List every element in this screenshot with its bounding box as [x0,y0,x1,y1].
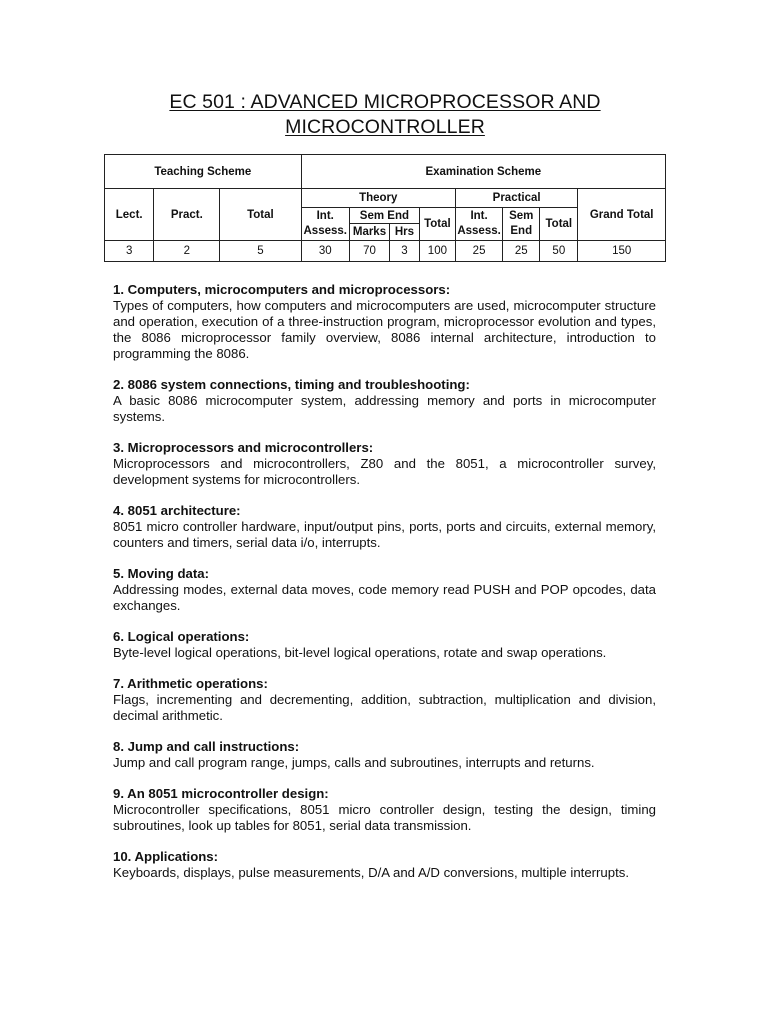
teaching-total-header: Total [220,189,301,241]
section-body: Addressing modes, external data moves, code memory read PUSH and POP opcodes, data exchanges. [113,582,656,613]
section-heading: 10. Applications: [113,849,219,864]
section-heading: 3. Microprocessors and microcontrollers: [113,440,374,455]
document-title [104,90,666,140]
practical-sem-end-header: Sem End [503,208,540,241]
teaching-scheme-header: Teaching Scheme [105,155,302,189]
syllabus-section-5 [113,566,656,614]
table-row [105,241,666,262]
syllabus-section-3 [113,440,656,488]
section-heading: 9. An 8051 microcontroller design: [113,786,329,801]
lect-header: Lect. [105,189,154,241]
syllabus-section-8 [113,739,656,771]
practical-int-assess-header: Int. Assess. [455,208,502,241]
document-title-text: EC 501 : ADVANCED MICROPROCESSOR AND MICROCONTROLLER [169,91,601,138]
section-heading: 2. 8086 system connections, timing and troubleshooting: [113,377,470,392]
theory-header: Theory [301,189,455,208]
hrs-header: Hrs [390,224,420,241]
syllabus-section-10 [113,849,656,881]
grand-total-value: 150 [578,241,666,262]
section-body: Byte-level logical operations, bit-level logical operations, rotate and swap operations. [113,645,607,660]
section-heading: 6. Logical operations: [113,629,250,644]
theory-int-assess-value: 30 [301,241,349,262]
teaching-total-value: 5 [220,241,301,262]
pract-value: 2 [154,241,220,262]
section-heading: 1. Computers, microcomputers and microprocessors: [113,282,451,297]
marks-header: Marks [349,224,389,241]
section-body: Jump and call program range, jumps, calls and subroutines, interrupts and returns. [113,755,595,770]
section-heading: 5. Moving data: [113,566,209,581]
section-body: Types of computers, how computers and microcomputers are used, microcomputer structure and operation, execution of a three-instruction program, microprocessor evolution and types, the 8086 microprocessor family overview, 8086 internal architecture, introduction to programming the 8086. [113,298,656,361]
practical-sem-end-value: 25 [503,241,540,262]
practical-int-assess-value: 25 [455,241,502,262]
syllabus-section-7 [113,676,656,724]
grand-total-header: Grand Total [578,189,666,241]
section-body: 8051 micro controller hardware, input/output pins, ports, ports and circuits, external memory, counters and timers, serial data i/o, interrupts. [113,519,656,550]
practical-header: Practical [455,189,577,208]
examination-scheme-header: Examination Scheme [301,155,665,189]
syllabus-section-4 [113,503,656,551]
lect-value: 3 [105,241,154,262]
syllabus-sections [113,282,656,896]
theory-int-assess-header: Int. Assess. [301,208,349,241]
theory-hrs-value: 3 [390,241,420,262]
section-body: Keyboards, displays, pulse measurements, D/A and A/D conversions, multiple interrupts. [113,865,630,880]
section-heading: 8. Jump and call instructions: [113,739,300,754]
pract-header: Pract. [154,189,220,241]
section-body: A basic 8086 microcomputer system, addressing memory and ports in microcomputer systems. [113,393,656,424]
syllabus-section-6 [113,629,656,661]
section-body: Microprocessors and microcontrollers, Z80 and the 8051, a microcontroller survey, development systems for microcontrollers. [113,456,656,487]
theory-marks-value: 70 [349,241,389,262]
syllabus-section-2 [113,377,656,425]
theory-total-value: 100 [419,241,455,262]
sem-end-header: Sem End [349,208,419,224]
scheme-table [104,154,666,262]
section-body: Microcontroller specifications, 8051 micro controller design, testing the design, timing subroutines, look up tables for 8051, serial data transmission. [113,802,656,833]
practical-total-header: Total [540,208,578,241]
section-heading: 7. Arithmetic operations: [113,676,268,691]
practical-total-value: 50 [540,241,578,262]
syllabus-section-9 [113,786,656,834]
theory-total-header: Total [419,208,455,241]
section-body: Flags, incrementing and decrementing, addition, subtraction, multiplication and division, decimal arithmetic. [113,692,656,723]
section-heading: 4. 8051 architecture: [113,503,241,518]
syllabus-section-1 [113,282,656,362]
